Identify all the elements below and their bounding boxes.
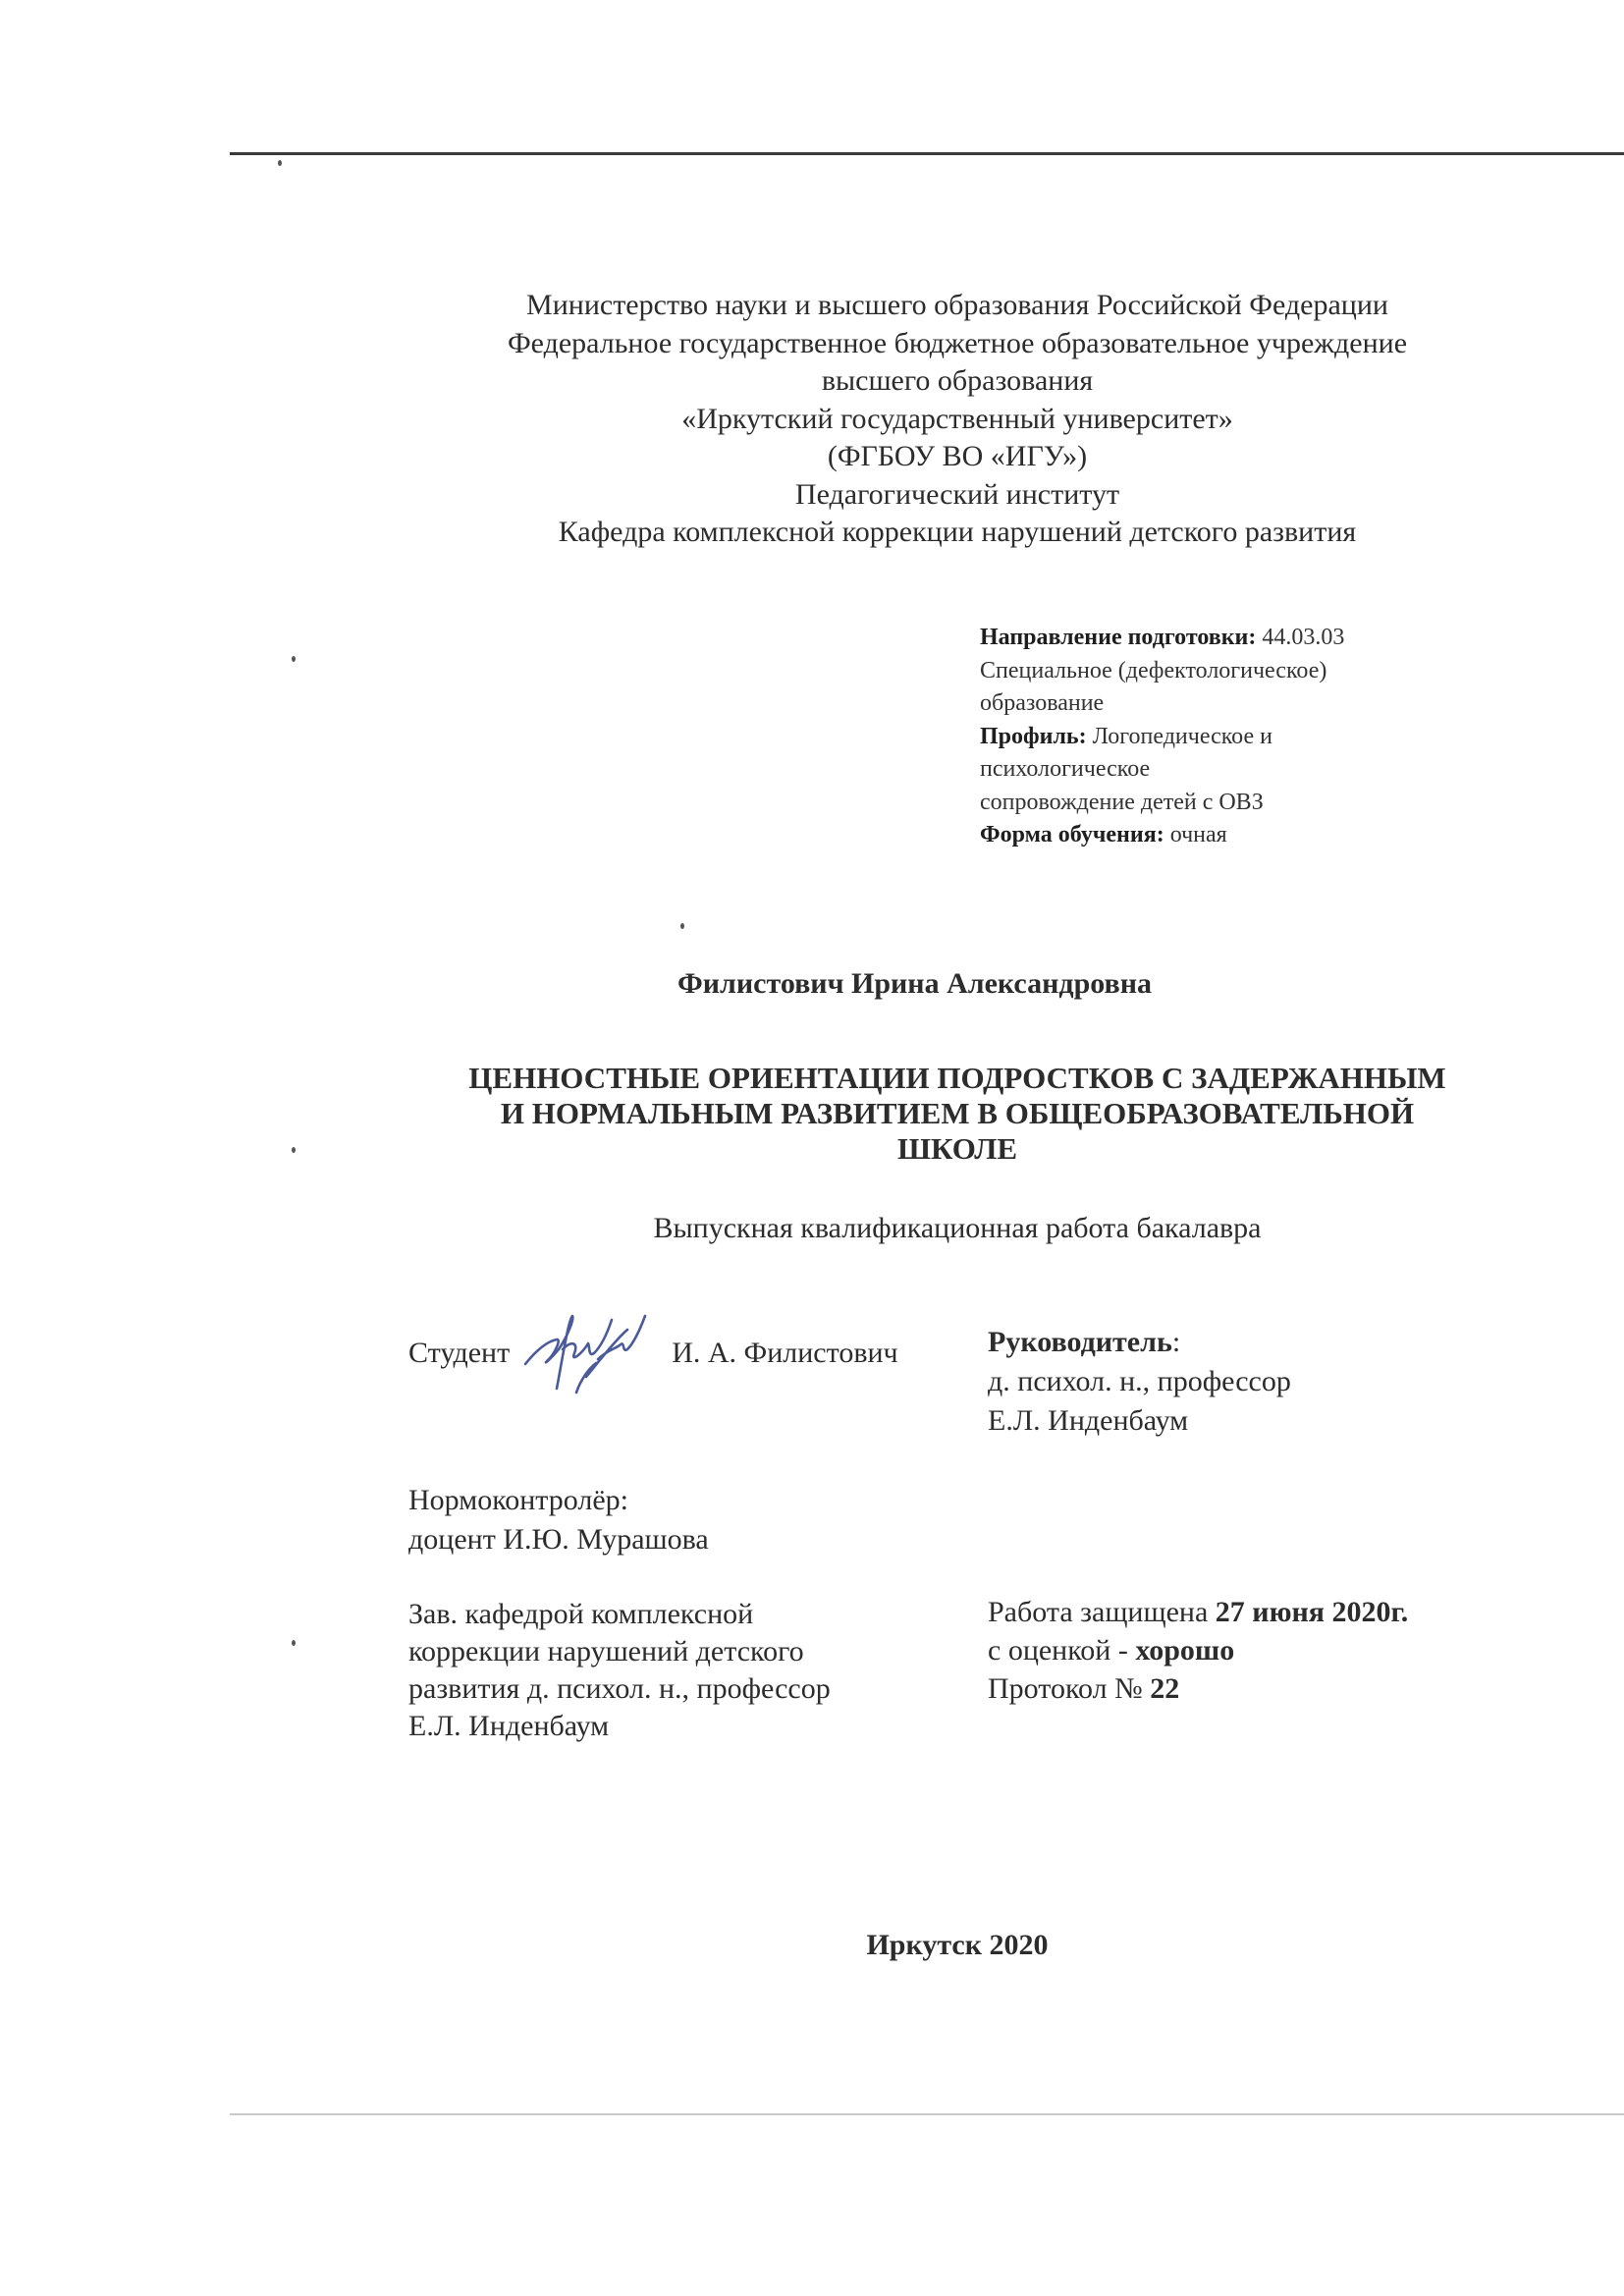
head-of-department-line2: коррекции нарушений детского [408,1635,804,1667]
normocontrol-label: Нормоконтролёр: [408,1484,629,1516]
defense-date: 27 июня 2020г. [1215,1596,1409,1628]
direction-label: Направление подготовки: [980,625,1257,650]
supervisor-label-line [988,1323,1291,1362]
head-of-department-line1: Зав. кафедрой комплексной [408,1598,754,1630]
profile-value-line3: сопровождение детей с ОВЗ [980,789,1264,815]
supervisor-label-colon: : [1171,1326,1181,1358]
student-signoff [408,1326,898,1385]
profile-line [980,721,1451,754]
supervisor-degree: д. психол. н., профессор [988,1365,1291,1397]
supervisor-block [988,1323,1291,1441]
defense-grade-line [988,1631,1408,1669]
city-year: Иркутск 2020 [866,1929,1049,1961]
study-direction-block [980,622,1451,852]
protocol-prefix: Протокол № [988,1672,1151,1705]
scan-edge-bottom [230,2113,1624,2115]
scan-speck [292,1640,296,1646]
university-abbreviation: (ФГБОУ ВО «ИГУ») [827,440,1088,472]
university-name: «Иркутский государственный университет» [681,402,1233,435]
head-of-department-block [408,1596,919,1745]
supervisor-label: Руководитель [988,1326,1172,1358]
thesis-title-line3: ШКОЛЕ [896,1131,1018,1166]
defense-grade: хорошо [1135,1634,1235,1667]
direction-name-line1: Специальное (дефектологическое) [980,657,1327,683]
scan-speck [680,923,684,929]
scan-speck [292,1147,296,1153]
supervisor-name: Е.Л. Инденбаум [988,1404,1189,1437]
department-name: Кафедра комплексной коррекции нарушений детского развития [558,516,1357,548]
direction-code: 44.03.03 [1256,625,1345,650]
defense-grade-prefix: с оценкой - [988,1634,1136,1667]
profile-label: Профиль: [980,723,1087,749]
institution-header [393,287,1522,552]
profile-value-line1: Логопедическое и [1086,723,1272,749]
thesis-title-line2: И НОРМАЛЬНЫМ РАЗВИТИЕМ В ОБЩЕОБРАЗОВАТЕЛЬНОЙ [500,1096,1415,1130]
defense-date-line [988,1593,1408,1631]
study-form-label: Форма обучения: [980,822,1164,847]
normocontrol-name: доцент И.Ю. Мурашова [408,1523,709,1556]
student-signoff-name: И. А. Филистович [672,1336,898,1369]
student-signature [517,1326,665,1385]
student-label: Студент [408,1336,511,1369]
direction-line [980,622,1451,655]
thesis-title-line1: ЦЕННОСТНЫЕ ОРИЕНТАЦИИ ПОДРОСТКОВ С ЗАДЕРЖАННЫМ [468,1061,1446,1095]
defense-prefix: Работа защищена [988,1596,1216,1628]
institute-name: Педагогический институт [794,477,1120,511]
institution-type-line: Федеральное государственное бюджетное образовательное учреждение [507,326,1408,359]
normocontrol-block [408,1481,709,1559]
study-form-value: очная [1164,822,1227,847]
education-level-line: высшего образования [821,364,1094,397]
scan-speck [292,656,296,662]
scan-speck [278,160,282,166]
direction-name-line2: образование [980,690,1105,716]
profile-value-line2: психологическое [980,756,1151,782]
work-type: Выпускная квалификационная работа бакалавра [653,1212,1262,1244]
scan-edge-top [230,152,1624,155]
thesis-title [393,1061,1522,1167]
study-form-line [980,819,1451,852]
defense-block [988,1593,1408,1708]
head-of-department-line3: развития д. психол. н., профессор [408,1672,831,1705]
student-full-name: Филистович Ирина Александровна [677,967,1152,1000]
protocol-number: 22 [1150,1672,1180,1705]
ministry-line: Министерство науки и высшего образования Российской Федерации [526,289,1388,321]
protocol-line [988,1669,1408,1708]
head-of-department-line4: Е.Л. Инденбаум [408,1710,610,1742]
